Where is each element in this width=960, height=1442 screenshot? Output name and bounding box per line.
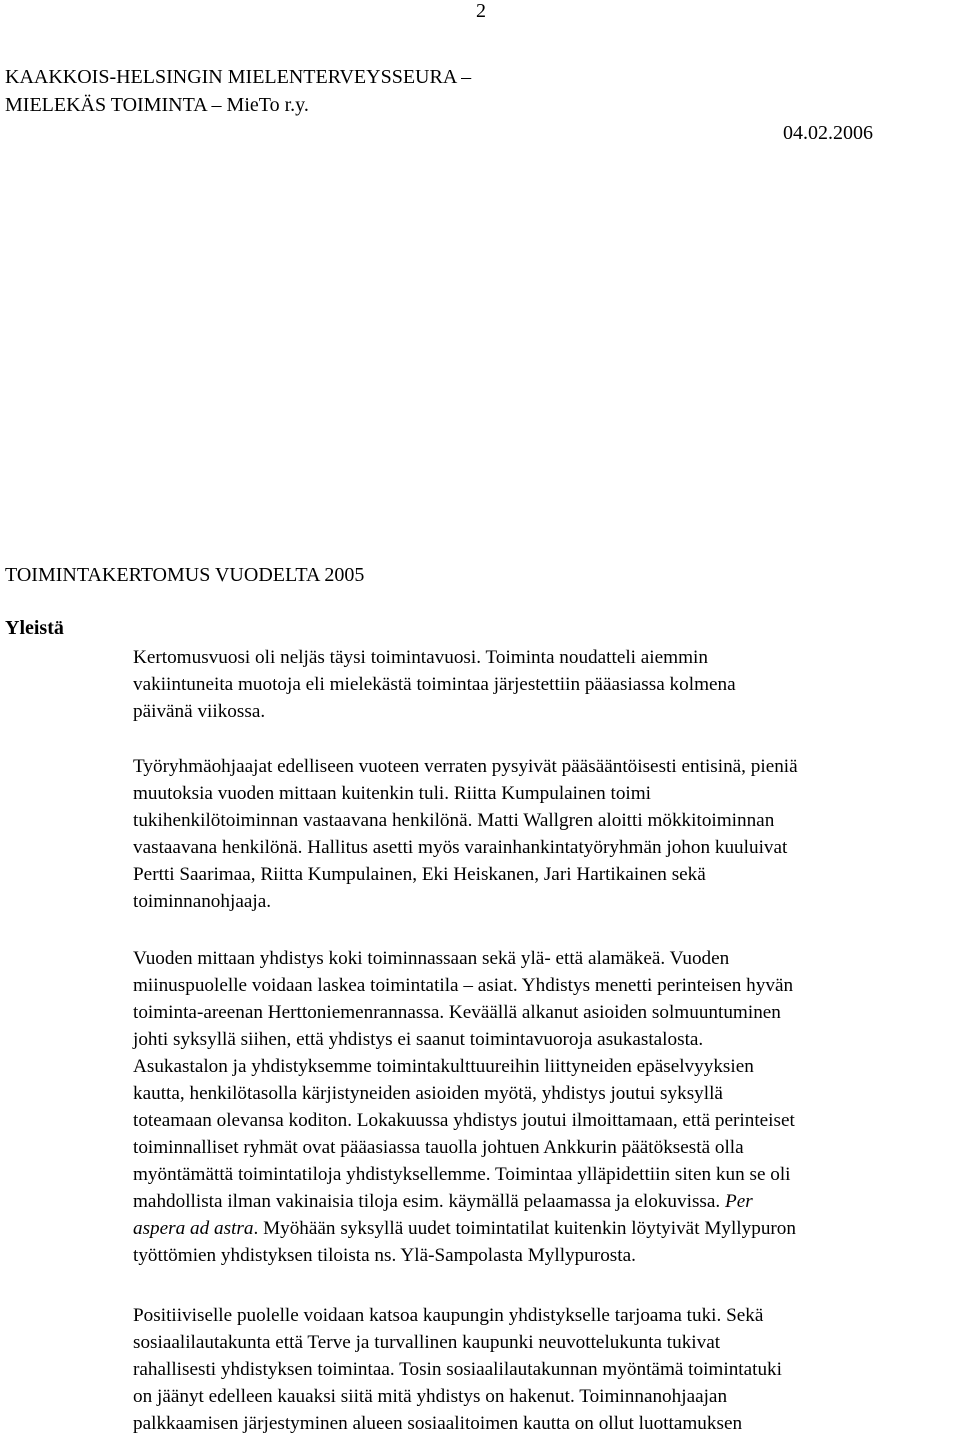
- text-line: tukihenkilötoiminnan vastaavana henkilönä. Matti Wallgren aloitti mökkitoiminnan: [133, 810, 775, 831]
- organization-name-line-1: KAAKKOIS-HELSINGIN MIELENTERVEYSSEURA –: [5, 66, 472, 88]
- section-heading: Yleistä: [5, 617, 64, 639]
- text-line: [133, 1215, 960, 1242]
- text-line-segment: mahdollista ilman vakinaisia tiloja esim. käymällä pelaamassa ja elokuvissa.: [133, 1191, 721, 1212]
- latin-phrase-start: Per: [725, 1191, 753, 1212]
- organization-name-line-2: MIELEKÄS TOIMINTA – MieTo r.y.: [5, 94, 309, 116]
- text-line: työttömien yhdistyksen tiloista ns. Ylä-Sampolasta Myllypurosta.: [133, 1245, 636, 1266]
- paragraph-4: [133, 1302, 960, 1437]
- text-line: Pertti Saarimaa, Riitta Kumpulainen, Eki Heiskanen, Jari Hartikainen sekä: [133, 864, 706, 885]
- text-line: vakiintuneita muotoja eli mielekästä toimintaa järjestettiin pääasiassa kolmena: [133, 674, 736, 695]
- text-line: sosiaalilautakunta että Terve ja turvallinen kaupunki neuvottelukunta tukivat: [133, 1332, 721, 1353]
- text-line: päivänä viikossa.: [133, 701, 266, 722]
- latin-phrase-end: aspera ad astra: [133, 1218, 254, 1239]
- text-line: Positiiviselle puolelle voidaan katsoa kaupungin yhdistykselle tarjoama tuki. Sekä: [133, 1305, 764, 1326]
- page-number: 2: [476, 0, 486, 22]
- text-line: muutoksia vuoden mittaan kuitenkin tuli. Riitta Kumpulainen toimi: [133, 783, 652, 804]
- text-line: Asukastalon ja yhdistyksemme toimintakulttuureihin liittyneiden epäselvyyksien: [133, 1056, 754, 1077]
- text-line: rahallisesti yhdistyksen toimintaa. Tosin sosiaalilautakunnan myöntämä toimintatuki: [133, 1359, 782, 1380]
- text-line: Kertomusvuosi oli neljäs täysi toimintavuosi. Toiminta noudatteli aiemmin: [133, 647, 708, 668]
- text-line: toiminnanohjaaja.: [133, 891, 272, 912]
- text-line-segment: . Myöhään syksyllä uudet toimintatilat kuitenkin löytyivät Myllypuron: [253, 1218, 796, 1239]
- text-line: johti syksyllä siihen, että yhdistys ei saanut toimintavuoroja asukastalosta.: [133, 1029, 704, 1050]
- paragraph-2: [133, 753, 960, 915]
- text-line: kautta, henkilötasolla kärjistyneiden asioiden myötä, yhdistys joutui syksyllä: [133, 1083, 723, 1104]
- document-title: TOIMINTAKERTOMUS VUODELTA 2005: [5, 564, 365, 586]
- text-line: Vuoden mittaan yhdistys koki toiminnassaan sekä ylä- että alamäkeä. Vuoden: [133, 948, 730, 969]
- paragraph-1: [133, 644, 960, 725]
- text-line: myöntämättä toimintatiloja yhdistyksellemme. Toimintaa ylläpidettiin siten kun se oli: [133, 1164, 791, 1185]
- text-line: [133, 1188, 960, 1215]
- text-line: toiminnalliset ryhmät ovat pääasiassa tauolla johtuen Ankkurin päätöksestä olla: [133, 1137, 744, 1158]
- text-line: toteamaan olevansa koditon. Lokakuussa yhdistys joutui ilmoittamaan, että perinteiset: [133, 1110, 795, 1131]
- text-line: palkkaamisen järjestyminen alueen sosiaalitoimen kautta on ollut luottamuksen: [133, 1413, 743, 1434]
- text-line: vastaavana henkilönä. Hallitus asetti myös varainhankintatyöryhmän johon kuuluivat: [133, 837, 788, 858]
- paragraph-3: [133, 945, 960, 1269]
- document-date: 04.02.2006: [783, 122, 873, 144]
- text-line: on jäänyt edelleen kauaksi siitä mitä yhdistys on hakenut. Toiminnanohjaajan: [133, 1386, 728, 1407]
- text-line: toiminta-areenan Herttoniemenrannassa. Keväällä alkanut asioiden solmuuntuminen: [133, 1002, 781, 1023]
- text-line: Työryhmäohjaajat edelliseen vuoteen verraten pysyivät pääsääntöisesti entisinä, pieniä: [133, 756, 798, 777]
- text-line: miinuspuolelle voidaan laskea toimintatila – asiat. Yhdistys menetti perinteisen hyvän: [133, 975, 794, 996]
